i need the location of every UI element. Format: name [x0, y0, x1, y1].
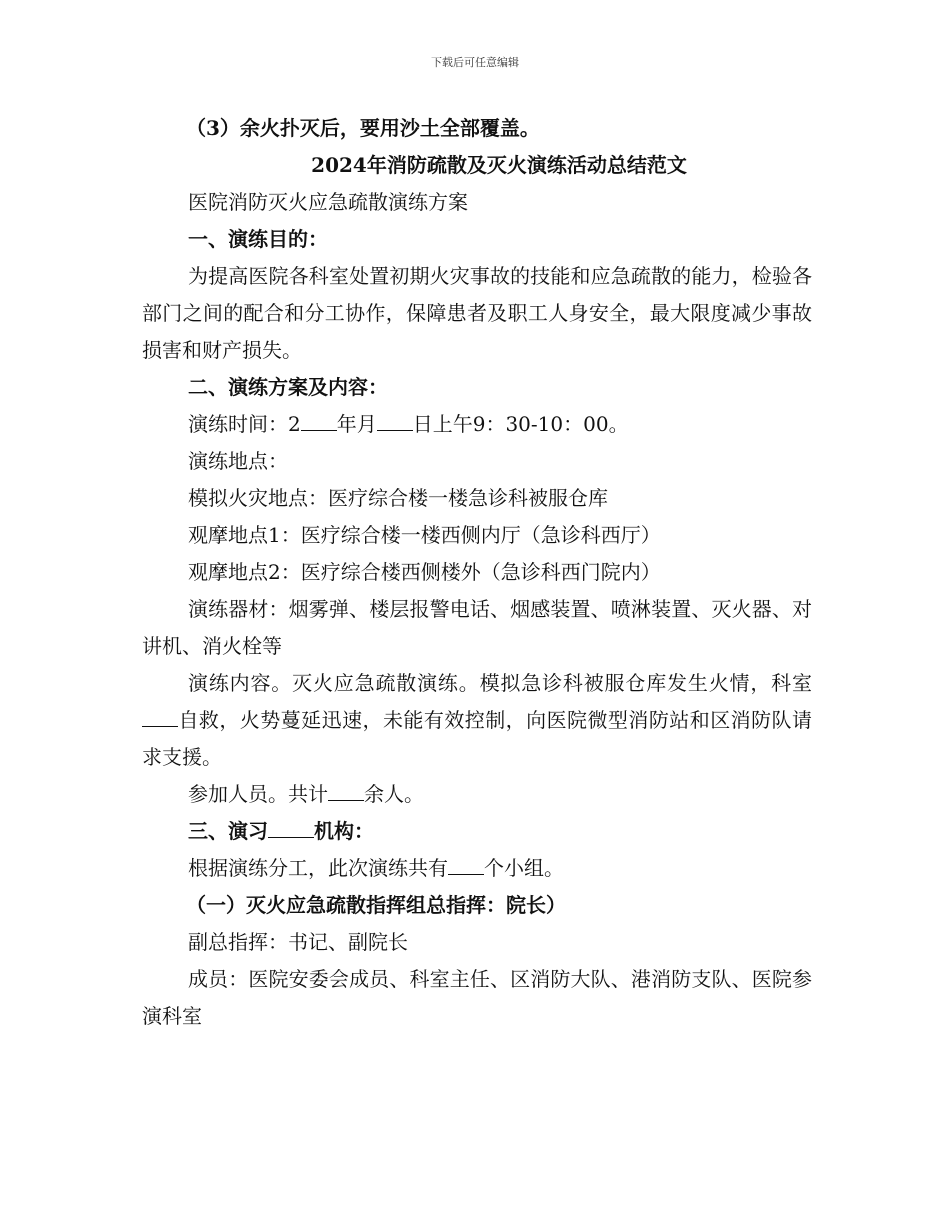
drill-equipment: 演练器材：烟雾弹、楼层报警电话、烟感装置、喷淋装置、灭火器、对讲机、消火栓等: [142, 597, 812, 658]
participants: [142, 776, 812, 813]
drill-time-suffix: 日上午9：30-10：00。: [412, 412, 629, 436]
simulated-fire-location: 模拟火灾地点：医疗综合楼一楼急诊科被服仓库: [188, 486, 608, 510]
observation-point-1: 观摩地点1：医疗综合楼一楼西侧内厅（急诊科西厅）: [188, 523, 661, 547]
participants-suffix: 余人。: [364, 782, 424, 806]
groups-prefix: 根据演练分工，此次演练共有: [188, 856, 448, 880]
groups-line: [142, 850, 812, 887]
section-2-heading: 二、演练方案及内容：: [188, 375, 388, 399]
deputy-commander: 副总指挥：书记、副院长: [188, 930, 408, 954]
section-3-suffix: 机构：: [314, 819, 374, 843]
drill-time-mid: 年月: [336, 412, 377, 436]
drill-content: [142, 665, 812, 776]
plan-name: 医院消防灭火应急疏散演练方案: [188, 190, 468, 214]
drill-time-prefix: 演练时间：2: [188, 412, 301, 436]
members-paragraph: 成员：医院安委会成员、科室主任、区消防大队、港消防支队、医院参演科室: [142, 967, 812, 1028]
fill-blank: [301, 412, 337, 431]
purpose-paragraph: 为提高医院各科室处置初期火灾事故的技能和应急疏散的能力，检验各部门之间的配合和分工协作，保障患者及职工人身安全，最大限度减少事故损害和财产损失。: [142, 264, 812, 362]
document-title: 2024年消防疏散及灭火演练活动总结范文: [311, 153, 687, 177]
step-3-line: （3）余火扑灭后，要用沙土全部覆盖。: [186, 116, 540, 140]
document-body: [142, 110, 812, 1035]
section-3-heading: [142, 813, 812, 850]
drill-location-label: 演练地点：: [188, 449, 288, 473]
fill-blank: [268, 819, 314, 838]
participants-prefix: 参加人员。共计: [188, 782, 328, 806]
fill-blank: [377, 412, 413, 431]
drill-content-b: 自救，火势蔓延迅速，未能有效控制，向医院微型消防站和区消防队请求支援。: [142, 708, 812, 769]
section-3-prefix: 三、演习: [188, 819, 268, 843]
fill-blank: [328, 782, 364, 801]
drill-content-a: 演练内容。灭火应急疏散演练。模拟急诊科被服仓库发生火情，科室: [188, 671, 812, 695]
fill-blank: [142, 708, 178, 727]
group-1-heading: （一）灭火应急疏散指挥组总指挥：院长）: [186, 893, 566, 917]
drill-time: [142, 406, 812, 443]
groups-suffix: 个小组。: [484, 856, 564, 880]
fill-blank: [448, 856, 484, 875]
header-note: 下载后可任意编辑: [431, 56, 519, 69]
observation-point-2: 观摩地点2：医疗综合楼西侧楼外（急诊科西门院内）: [188, 560, 661, 584]
section-1-heading: 一、演练目的：: [188, 227, 328, 251]
